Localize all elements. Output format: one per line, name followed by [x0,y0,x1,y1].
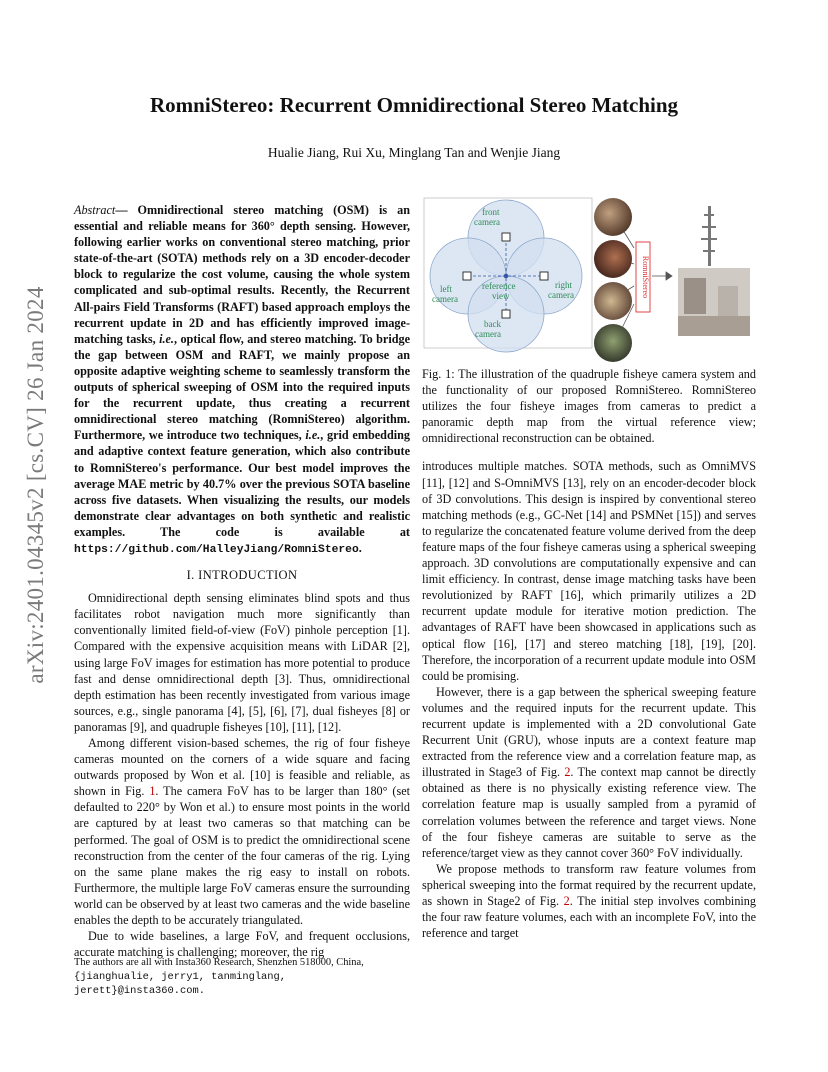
front-fisheye-image [594,198,632,236]
author-emails: {jianghualie, jerry1, tanminglang, jerett}@insta360.com. [74,970,287,998]
intro-paragraph-3: Due to wide baselines, a large FoV, and frequent occlusions, accurate matching is challenging; moreover, the rig [74,929,410,960]
camera-rig-diagram [422,196,756,366]
svg-text:camera: camera [548,290,574,300]
svg-text:camera: camera [432,294,458,304]
figure-1-reference-link[interactable]: 1 [149,784,156,799]
figure-2-reference-link[interactable]: 2 [564,765,571,780]
model-label: RomniStereo [641,255,650,299]
right-paragraph-3: We propose methods to transform raw feature volumes from spherical sweeping into the format required by the recurrent update, as shown in Stage2 of Fig. 2. The initial step involves combining the four raw feature volumes, each with an incomplete FoV, into the reference and target [422,861,756,941]
abstract: Abstract— Omnidirectional stereo matching (OSM) is an essential and reliable means for 360° depth sensing. However, following earlier works on conventional stereo matching, prior state-of-the-art (SOTA) methods rely on a 3D encoder-decoder block to regularize the cost volume, causing the whole system complicated and sub-optimal results. Recently, the Recurrent All-pairs Field Transforms (RAFT) based approach employs the recurrent update in 2D and has efficiently improved image-matching tasks, i.e., optical flow, and stereo matching. To bridge the gap between OSM and RAFT, we mainly propose an opposite adaptive weighting scheme to seamlessly transform the outputs of spherical sweeping of OSM into the required inputs for the recurrent update, thus creating a recurrent omnidirectional stereo matching (RomniStereo) algorithm. Furthermore, we introduce two techniques, i.e., grid embedding and adaptive context feature generation, which also contribute to RomniStereo's performance. Our best model improves the average MAE metric by 40.7% over the previous SOTA baseline across five datasets. When visualizing the results, our models demonstrate clear advantages on both synthetic and realistic examples. The code is available at https://github.com/HalleyJiang/RomniStereo. [74,203,411,556]
intro-paragraph-2: Among different vision-based schemes, the rig of four fisheye cameras mounted on the corners of a wide square and facing outwards proposed by Won et al. [10] is feasible and reliable, as shown in Fig. 1. The camera FoV has to be larger than 180° (set defaulted to 220° by Won et al.) to ensure most points in the world are captured by at least two cameras so that matching can be performed. The goal of OSM is to predict the omnidirectional scene reconstruction from the center of the four cameras of the rig. Lying on the same plane makes the rig easy to install on robots. Furthermore, the multiple large FoV cameras ensure the surrounding world can be observed by at least two cameras and the wide baseline enables the depth to be accurately triangulated. [74,736,410,928]
right-column [422,196,756,941]
right-fisheye-image [594,282,632,320]
code-url-link[interactable]: https://github.com/HalleyJiang/RomniStereo [74,543,359,556]
left-fisheye-image [594,240,632,278]
figure-1 [422,196,756,366]
right-camera-label: right [555,280,572,290]
right-camera-icon [540,272,548,280]
right-paragraph-2: However, there is a gap between the spherical sweeping feature volumes and the required inputs for the recurrent update. This recurrent update is implemented with a 2D convolutional Gate Recurrent Unit (GRU), whose inputs are a context feature map extracted from the reference view and a correlation feature map, as illustrated in Stage3 of Fig. 2. The context map cannot be directly obtained as there is no physically existing reference view. The correlation feature map is usually sampled from a pyramid of correlation volumes between the reference and target views. None of the four fisheye cameras are suitable to serve as the reference/target view as they cannot cover 360° FoV individually. [422,684,756,860]
abstract-lead: Abstract [74,203,116,217]
reference-view-point [504,274,509,279]
left-column [74,202,410,960]
right-paragraph-1: introduces multiple matches. SOTA methods, such as OmniMVS [11], [12] and S-OmniMVS [13], rely on an encoder-decoder block of 3D convolutions. This design is inspired by conventional stereo matching methods (e.g., GC-Net [14] and PSMNet [15]) and serves to regularize the concatenated feature volume derived from the deep feature maps of the four fisheye cameras using a spherical sweeping approach. 3D convolutions are computationally expensive and can limit efficiency. In contrast, dense image matching tasks have been revolutionized by RAFT [16], which primarily utilizes a 2D recurrent update module for iterative motion prediction. The advantages of RAFT have been showcased in applications such as optical flow [16], [17] and stereo matching [18], [19], [20]. Therefore, the incorporation of a recurrent update module into OSM could be promising. [422,459,756,683]
left-camera-label: left [440,284,452,294]
arxiv-identifier: arXiv:2401.04345v2 [cs.CV] 26 Jan 2024 [23,286,48,684]
front-camera-label: front [482,207,500,217]
affiliation-footnote: The authors are all with Insta360 Research, Shenzhen 518000, China, {jianghualie, jerry1, tanminglang, jerett}@insta360.com. [74,957,364,998]
intro-paragraph-1: Omnidirectional depth sensing eliminates blind spots and thus facilitates robot navigation much more significantly than conventionally limited field-of-view (FoV) pinhole perception [1]. Compared with the expensive acquisition means with LiDAR [2], using large FoV images for estimation has more potential to produce fast and dense omnidirectional depth [3]. Thus, omnidirectional depth estimation has been recently investigated from various image sources, e.g., single panorama [4], [5], [6], [7], dual fisheyes [8] or panoramas [9], and quadruple fisheyes [10], [11], [12]. [74,591,410,734]
reference-view-label: reference [482,281,516,291]
paper-authors: Hualie Jiang, Rui Xu, Minglang Tan and Wenjie Jiang [267,145,561,160]
figure-2-reference-link-2[interactable]: 2 [563,894,570,908]
svg-text:camera: camera [475,329,501,339]
svg-text:view: view [492,291,510,301]
section-heading-introduction: I. INTRODUCTION [186,568,298,583]
front-camera-icon [502,233,510,241]
back-camera-icon [502,310,510,318]
back-camera-label: back [484,319,501,329]
svg-text:camera: camera [474,217,500,227]
left-camera-icon [463,272,471,280]
paper-title: RomniStereo: Recurrent Omnidirectional Stereo Matching [149,93,679,117]
point-cloud-reconstruction [678,206,750,336]
back-fisheye-image [594,324,632,362]
figure-1-caption: Fig. 1: The illustration of the quadruple fisheye camera system and the functionality of our proposed RomniStereo. RomniStereo utilizes the four fisheye images from cameras to predict a panoramic depth map from the virtual reference view; omnidirectional reconstruction can be obtained. [422,367,756,446]
